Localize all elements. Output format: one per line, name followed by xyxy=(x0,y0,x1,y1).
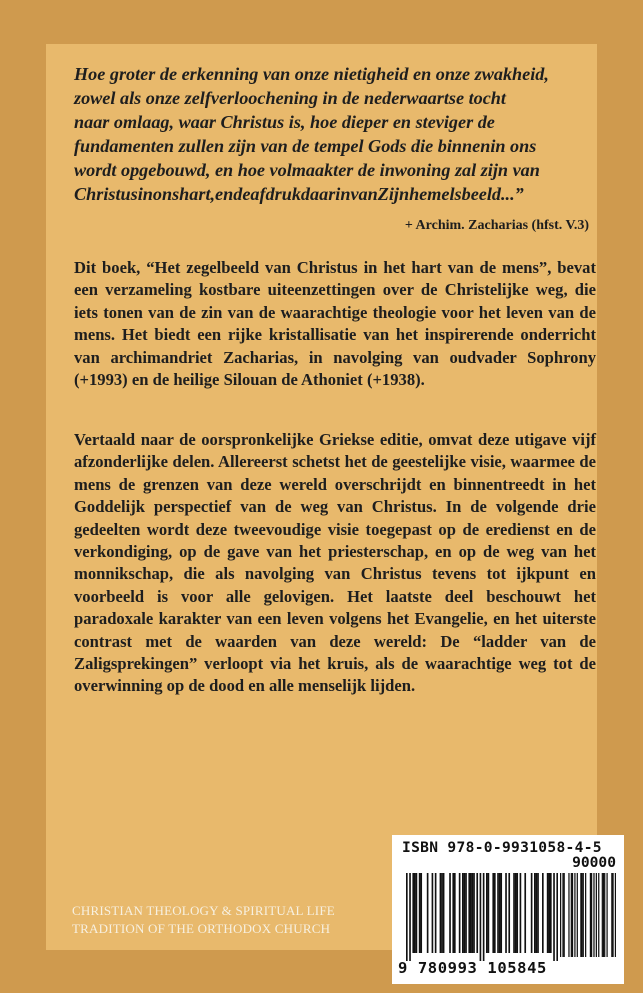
barcode-bar xyxy=(524,873,526,953)
barcode-bar xyxy=(459,873,461,953)
barcode-bar xyxy=(547,873,549,953)
addon-bar xyxy=(562,873,563,957)
barcode-bar xyxy=(416,873,418,953)
addon-bar xyxy=(571,873,572,957)
barcode-bar xyxy=(550,873,552,953)
barcode-bar xyxy=(494,873,496,953)
barcode-bar xyxy=(508,873,510,953)
barcode-bar xyxy=(531,873,533,953)
barcode-bar xyxy=(449,873,451,953)
ean-digits: 9 780993 105845 xyxy=(398,959,547,977)
barcode-bar xyxy=(488,873,490,953)
barcode-bar xyxy=(420,873,422,953)
barcode-bar xyxy=(556,873,558,961)
barcode-bar xyxy=(492,873,494,953)
addon-bar xyxy=(574,873,575,957)
series-line-1: CHRISTIAN THEOLOGY & SPIRITUAL LIFE xyxy=(72,903,335,918)
barcode-bar xyxy=(412,873,414,953)
barcode-bar xyxy=(476,873,478,953)
description-paragraph-1: Dit boek, “Het zegelbeeld van Christus in het hart van de mens”, bevat een verzameling kostbare uiteenzettingen over de Christelijke weg, die iets tonen van de zin van de waarachtige theologie voor het leven van de mens. Het biedt een rijke kristallisatie van het inspirerende onderricht van archimandriet Zacharias, in navolging van oudvader Sophrony (+1993) en de heilige Silouan de Athoniet (+1938). xyxy=(74,258,596,390)
barcode-bar xyxy=(427,873,429,953)
series-label xyxy=(72,902,335,938)
barcode-bar xyxy=(452,873,454,953)
addon-bar xyxy=(611,873,612,957)
barcode-bar xyxy=(454,873,456,953)
barcode-bar xyxy=(435,873,437,953)
addon-bar xyxy=(568,873,569,957)
isbn-barcode xyxy=(392,835,624,984)
addon-bar xyxy=(615,873,616,957)
barcode-bar xyxy=(537,873,539,953)
price-code: 90000 xyxy=(572,854,616,871)
addon-bar xyxy=(580,873,581,957)
series-line-2: TRADITION OF THE ORTHODOX CHURCH xyxy=(72,921,331,936)
addon-bar xyxy=(593,873,594,957)
addon-bar xyxy=(590,873,591,957)
addon-bar xyxy=(612,873,613,957)
barcode-bar xyxy=(468,873,470,953)
barcode-bar xyxy=(516,873,518,953)
barcode-bar xyxy=(432,873,434,953)
barcode-bar xyxy=(534,873,536,953)
isbn-label: ISBN 978-0-9931058-4-5 xyxy=(402,839,602,856)
addon-bar xyxy=(591,873,592,957)
addon-bar xyxy=(572,873,573,957)
quote-line: zowel als onze zelfverloochening in de nederwaartse tocht xyxy=(74,87,506,108)
barcode-bar xyxy=(542,873,544,953)
quote-line: wordt opgebouwd, en hoe volmaakter de inwoning zal zijn van xyxy=(74,159,540,180)
barcode-bar xyxy=(497,873,499,953)
barcode-bar xyxy=(419,873,421,953)
epigraph-quote xyxy=(74,63,596,206)
barcode-bar xyxy=(464,873,466,953)
barcode-bar xyxy=(409,873,411,961)
addon-barcode-bars xyxy=(560,873,616,957)
barcode-bar xyxy=(480,873,482,961)
addon-bar xyxy=(604,873,605,957)
addon-bar xyxy=(602,873,603,957)
barcode-bar xyxy=(548,873,550,953)
addon-bar xyxy=(560,873,561,957)
addon-bar xyxy=(577,873,578,957)
quote-line: fundamenten zullen zijn van de tempel Gods die binnenin ons xyxy=(74,135,537,156)
barcode-bar xyxy=(414,873,416,953)
barcode-bar xyxy=(465,873,467,953)
barcode-bar xyxy=(505,873,507,953)
barcode-bar xyxy=(472,873,474,953)
barcode-bar xyxy=(486,873,488,953)
barcode-bar xyxy=(473,873,475,953)
addon-bar xyxy=(603,873,604,957)
barcode-bar xyxy=(406,873,408,961)
addon-bar xyxy=(583,873,584,957)
addon-bar xyxy=(581,873,582,957)
barcode-bar xyxy=(553,873,555,961)
addon-bar xyxy=(564,873,565,957)
barcode-bar xyxy=(515,873,517,953)
quote-line: naar omlaag, waar Christus is, hoe dieper en steviger de xyxy=(74,111,495,132)
ean13-barcode-bars xyxy=(406,873,558,961)
barcode-bar xyxy=(536,873,538,953)
barcode-bar xyxy=(483,873,485,961)
barcode-bar xyxy=(499,873,501,953)
barcode-bar xyxy=(440,873,442,953)
barcode-bar xyxy=(470,873,472,953)
addon-bar xyxy=(596,873,597,957)
quote-line: Hoe groter de erkenning van onze nietigheid en onze zwakheid, xyxy=(74,64,549,84)
quote-attribution: + Archim. Zacharias (hfst. V.3) xyxy=(404,218,589,233)
quote-line: Christusinonshart,endeafdrukdaarinvanZijnhemelsbeeld...” xyxy=(74,183,524,204)
barcode-bar xyxy=(462,873,464,953)
addon-bar xyxy=(585,873,586,957)
barcode-bar xyxy=(520,873,522,953)
description-paragraph-2: Vertaald naar de oorspronkelijke Griekse editie, omvat deze utigave vijf afzonderlijke delen. Allereerst schetst het de geestelijke visie, waarmee de mens de grenzen van deze wereld overschrijdt en binnentreedt in het Goddelijk perspectief van de weg van Christus. In de volgende drie gedeelten wordt deze tweevoudige visie toegepast op de eredienst en de verkondiging, op de gave van het priesterschap, en op de weg van het monnikschap, die als navolging van Christus tevens tot ijkpunt en voorbeeld is voor alle gelovigen. Het laatste deel beschouwt het paradoxale karakter van een leven volgens het Evangelie, en het uiterste contrast met de waarden van deze wereld: De “ladder van de Zaligsprekingen” verloopt via het kruis, als de waarachtige weg tot de overwinning op de dood en alle menselijk lijden. xyxy=(74,430,596,696)
addon-bar xyxy=(598,873,599,957)
barcode-bar xyxy=(443,873,445,953)
barcode-bar xyxy=(513,873,515,953)
addon-bar xyxy=(606,873,607,957)
barcode-bar xyxy=(441,873,443,953)
barcode-bar xyxy=(500,873,502,953)
